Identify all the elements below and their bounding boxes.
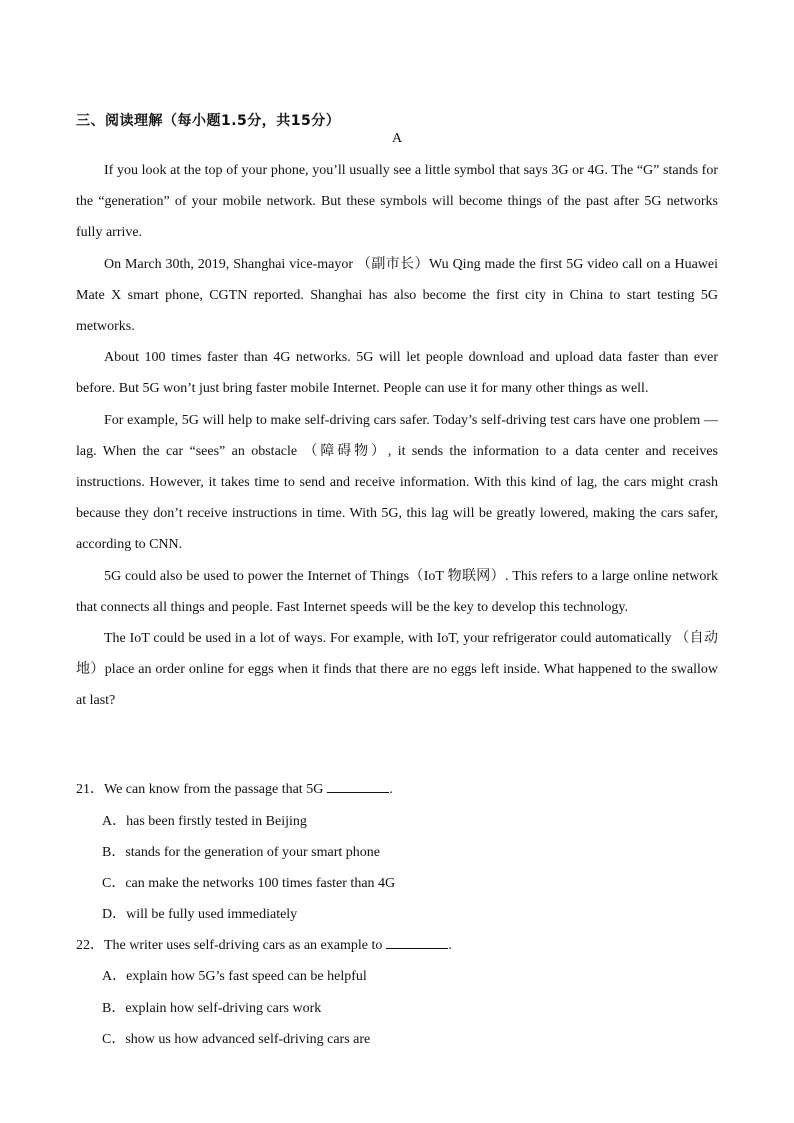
reading-passage: [76, 155, 718, 717]
question-end: .: [389, 782, 393, 797]
option-d: D．will be fully used immediately: [102, 907, 298, 922]
passage-paragraph: On March 30th, 2019, Shanghai vice-mayor （副市长）Wu Qing made the first 5G video call on a Huawei Mate X smart phone, CGTN reported. Shanghai has also become the first city in China to start testing 5G metworks.: [76, 256, 718, 335]
question-stem: 22．The writer uses self-driving cars as an example to: [76, 938, 383, 953]
section-title: 三、阅读理解（每小题1.5分，共15分）: [76, 113, 341, 129]
passage-paragraph: The IoT could be used in a lot of ways. For example, with IoT, your refrigerator could automatically （自动地）place an order online for eggs when it finds that there are no eggs left inside. What happened to the swallow at last?: [76, 631, 718, 709]
option-c: C．can make the networks 100 times faster than 4G: [102, 876, 396, 891]
question-end: .: [448, 938, 452, 953]
option-b: B．stands for the generation of your smart phone: [102, 845, 380, 860]
option-a: A．explain how 5G’s fast speed can be helpful: [102, 969, 367, 984]
passage-paragraph: About 100 times faster than 4G networks. 5G will let people download and upload data faster than ever before. But 5G won’t just bring faster mobile Internet. People can use it for many other things as well.: [76, 350, 718, 397]
passage-paragraph: For example, 5G will help to make self-driving cars safer. Today’s self-driving test cars have one problem —lag. When the car “sees” an obstacle （障碍物）, it sends the information to a data center and receives instructions. However, it takes time to send and receive information. With this kind of lag, the cars might crash because they don’t receive instructions in time. With 5G, this lag will be greatly lowered, making the cars safer, according to CNN.: [76, 412, 718, 553]
passage-paragraph: If you look at the top of your phone, you’ll usually see a little symbol that says 3G or 4G. The “G” stands for the “generation” of your mobile network. But these symbols will become things of the past after 5G networks fully arrive.: [76, 163, 718, 241]
option-b: B．explain how self-driving cars work: [102, 1001, 322, 1016]
passage-label: A: [391, 131, 403, 146]
passage-paragraph: 5G could also be used to power the Internet of Things（IoT 物联网）. This refers to a large online network that connects all things and people. Fast Internet speeds will be the key to develop this technology.: [76, 568, 718, 615]
answer-blank: [386, 936, 448, 949]
question-22: [76, 936, 452, 956]
answer-blank: [327, 780, 389, 793]
question-stem: 21．We can know from the passage that 5G: [76, 782, 324, 797]
question-21: [76, 780, 393, 800]
option-a: A．has been firstly tested in Beijing: [102, 814, 307, 829]
option-c: C．show us how advanced self-driving cars are: [102, 1032, 371, 1047]
